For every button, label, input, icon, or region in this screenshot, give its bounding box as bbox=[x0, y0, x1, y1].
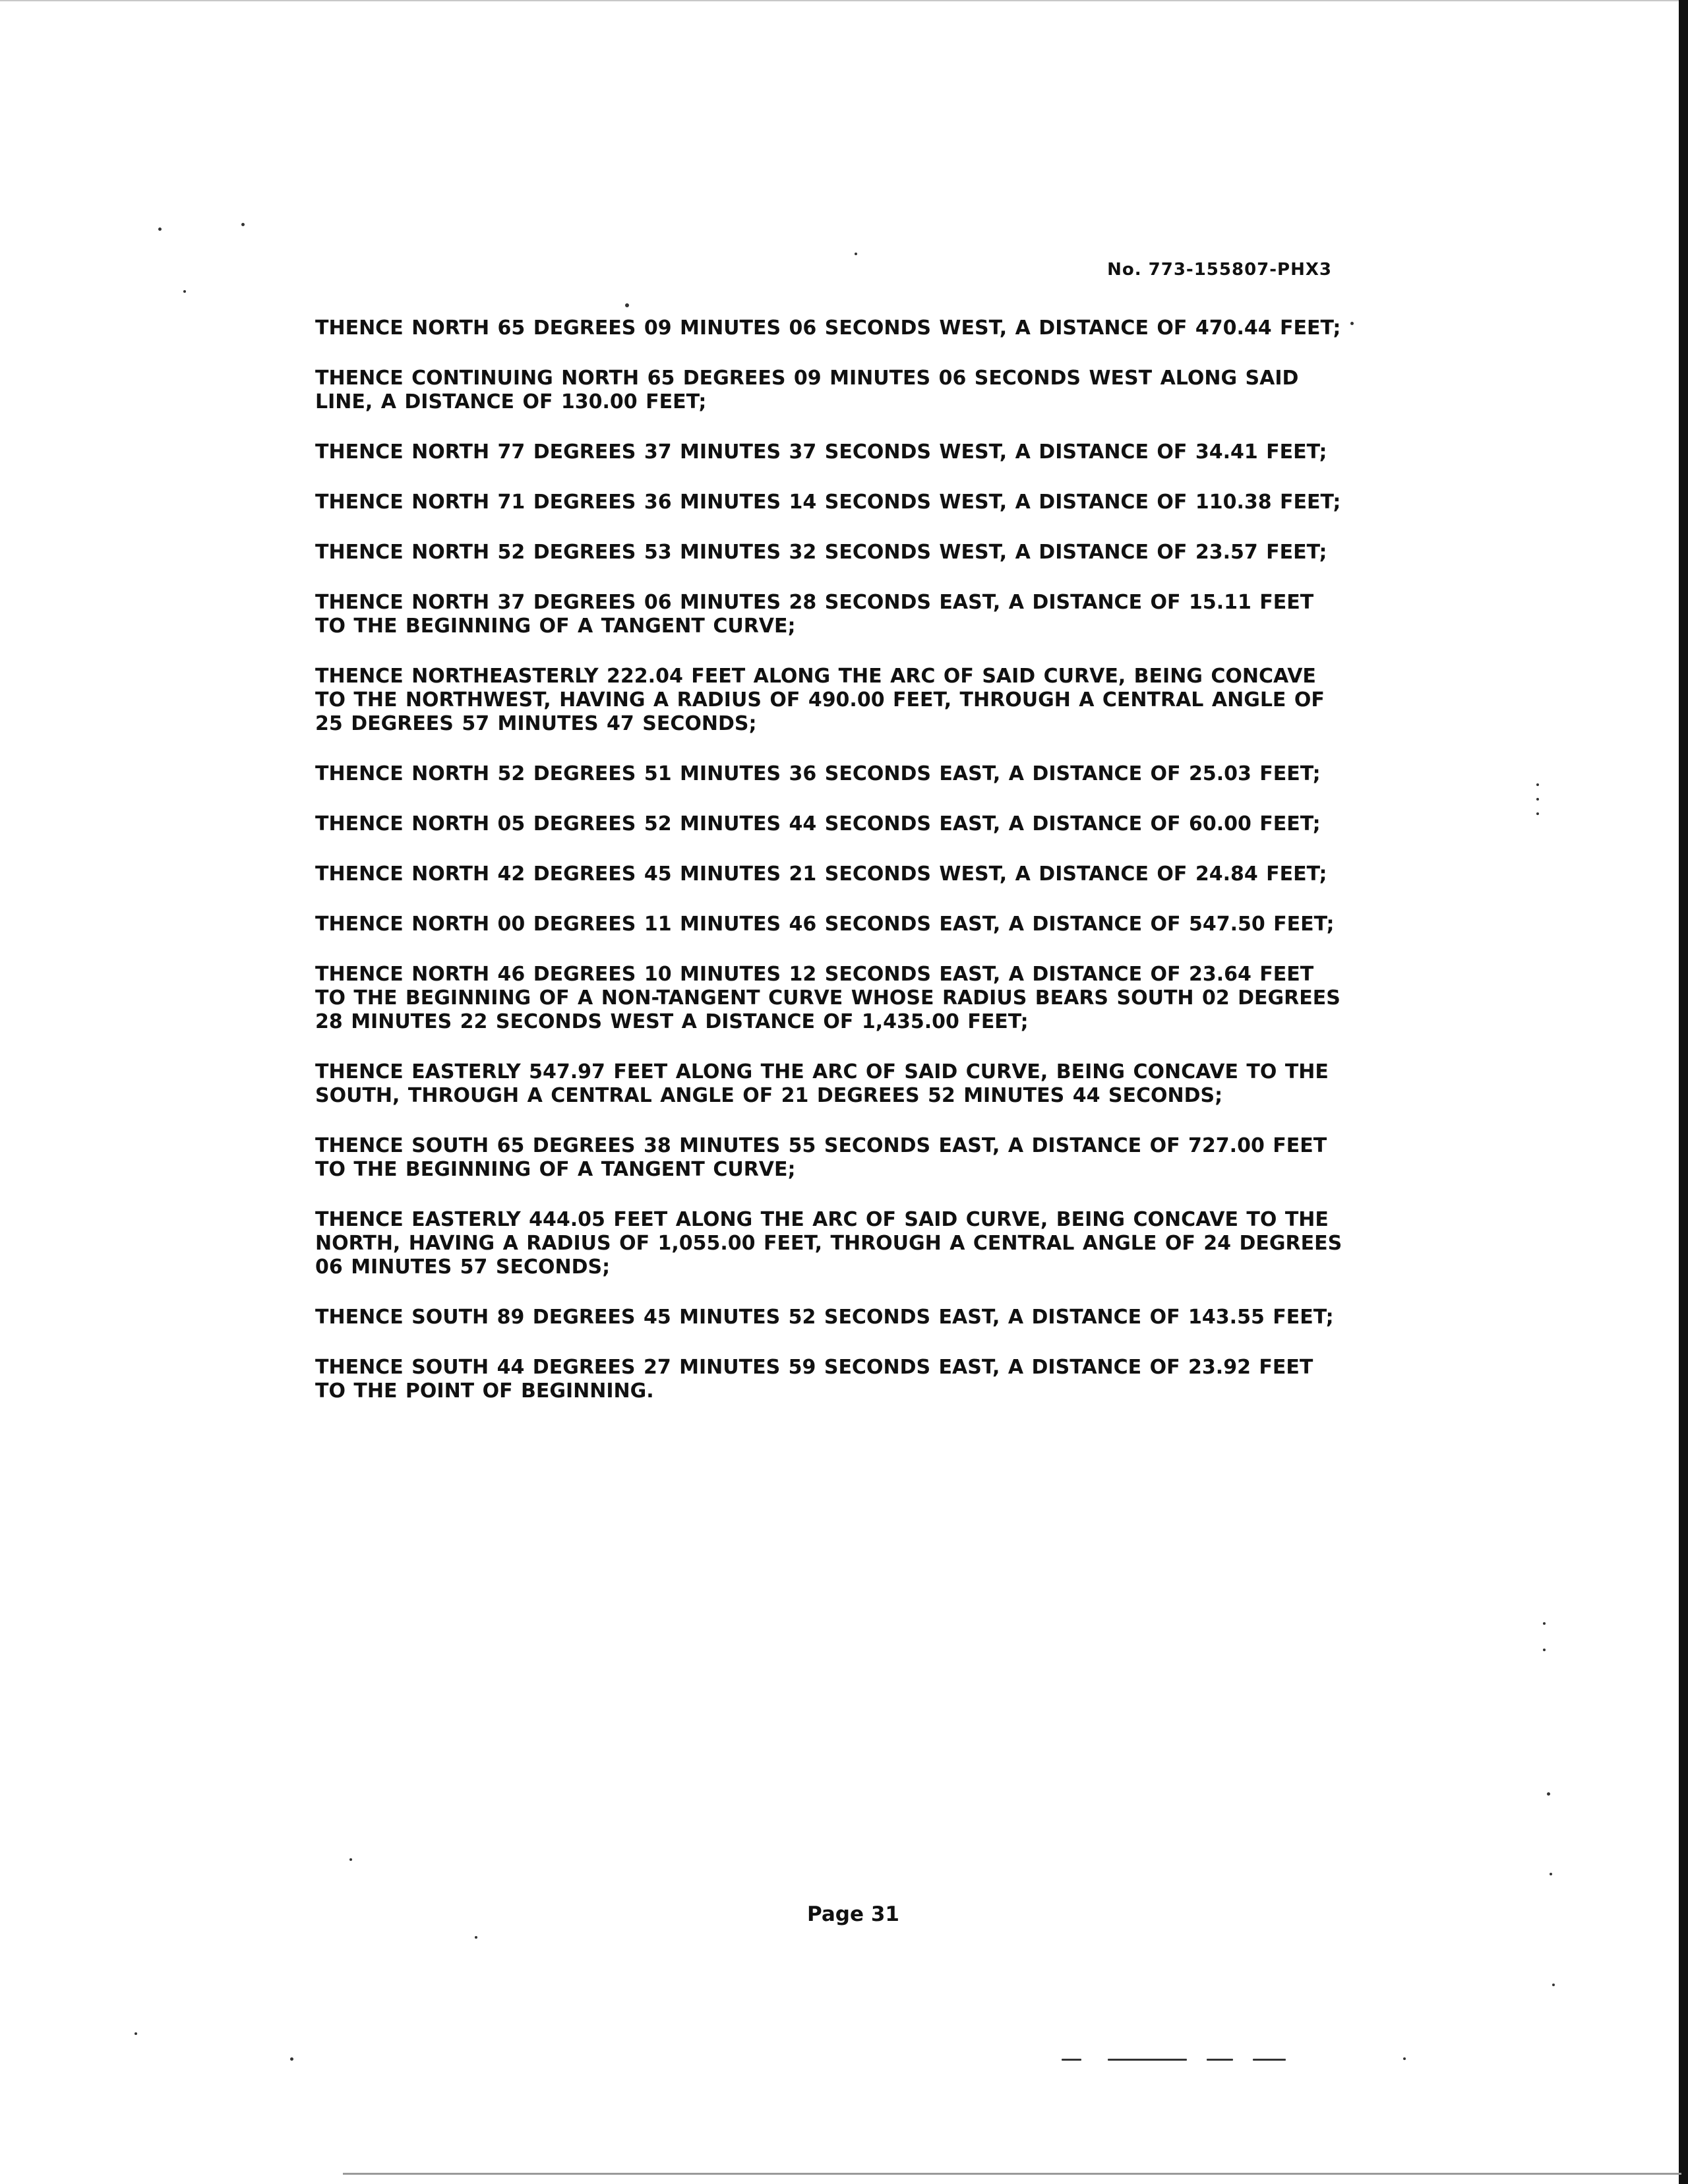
course-paragraph-8: THENCE NORTH 52 DEGREES 51 MINUTES 36 SECONDS EAST, A DISTANCE OF 25.03 FEET; bbox=[315, 762, 1321, 785]
scan-speck bbox=[1350, 322, 1354, 325]
scan-speck bbox=[1536, 812, 1539, 815]
course-paragraph-7: THENCE NORTHEASTERLY 222.04 FEET ALONG THE ARC OF SAID CURVE, BEING CONCAVE TO THE NORTHWEST, HAVING A RADIUS OF 490.00 FEET, THROUGH A CENTRAL ANGLE OF 25 DEGREES 57 MINUTES 47 SECONDS; bbox=[315, 665, 1325, 735]
scan-speck bbox=[1552, 1984, 1555, 1986]
scan-edge-bottom bbox=[343, 2173, 1681, 2175]
course-paragraph-10: THENCE NORTH 42 DEGREES 45 MINUTES 21 SECONDS WEST, A DISTANCE OF 24.84 FEET; bbox=[315, 863, 1327, 886]
legal-description-body bbox=[315, 317, 1344, 1430]
course-paragraph-13: THENCE EASTERLY 547.97 FEET ALONG THE ARC OF SAID CURVE, BEING CONCAVE TO THE SOUTH, THROUGH A CENTRAL ANGLE OF 21 DEGREES 52 MINUTES 44 SECONDS; bbox=[315, 1060, 1329, 1107]
scan-speck bbox=[1108, 2059, 1187, 2061]
course-paragraph-3: THENCE NORTH 77 DEGREES 37 MINUTES 37 SECONDS WEST, A DISTANCE OF 34.41 FEET; bbox=[315, 440, 1327, 464]
scan-speck bbox=[158, 228, 162, 231]
scan-speck bbox=[1543, 1649, 1546, 1651]
scan-speck bbox=[290, 2057, 293, 2061]
scan-speck bbox=[183, 290, 186, 293]
course-paragraph-15: THENCE EASTERLY 444.05 FEET ALONG THE ARC OF SAID CURVE, BEING CONCAVE TO THE NORTH, HAVING A RADIUS OF 1,055.00 FEET, THROUGH A CENTRAL ANGLE OF 24 DEGREES 06 MINUTES 57 SECONDS; bbox=[315, 1208, 1342, 1279]
scan-edge-right bbox=[1679, 0, 1688, 2184]
scan-speck bbox=[1403, 2057, 1406, 2060]
page-number: Page 31 bbox=[807, 1902, 899, 1926]
scan-speck bbox=[241, 223, 245, 226]
course-paragraph-1: THENCE NORTH 65 DEGREES 09 MINUTES 06 SECONDS WEST, A DISTANCE OF 470.44 FEET; bbox=[315, 317, 1341, 340]
scan-speck bbox=[349, 1858, 352, 1861]
course-paragraph-12: THENCE NORTH 46 DEGREES 10 MINUTES 12 SECONDS EAST, A DISTANCE OF 23.64 FEET TO THE BEGINNING OF A NON-TANGENT CURVE WHOSE RADIUS BEARS SOUTH 02 DEGREES 28 MINUTES 22 SECONDS WEST A DISTANCE OF 1,435.00 FEET; bbox=[315, 963, 1341, 1033]
course-paragraph-11: THENCE NORTH 00 DEGREES 11 MINUTES 46 SECONDS EAST, A DISTANCE OF 547.50 FEET; bbox=[315, 913, 1335, 936]
course-paragraph-14: THENCE SOUTH 65 DEGREES 38 MINUTES 55 SECONDS EAST, A DISTANCE OF 727.00 FEET TO THE BEGINNING OF A TANGENT CURVE; bbox=[315, 1134, 1327, 1181]
course-paragraph-2: THENCE CONTINUING NORTH 65 DEGREES 09 MINUTES 06 SECONDS WEST ALONG SAID LINE, A DISTANCE OF 130.00 FEET; bbox=[315, 367, 1299, 413]
scan-speck bbox=[1536, 783, 1539, 786]
course-paragraph-17: THENCE SOUTH 44 DEGREES 27 MINUTES 59 SECONDS EAST, A DISTANCE OF 23.92 FEET TO THE POINT OF BEGINNING. bbox=[315, 1356, 1313, 1403]
scan-speck bbox=[1536, 798, 1539, 801]
course-paragraph-5: THENCE NORTH 52 DEGREES 53 MINUTES 32 SECONDS WEST, A DISTANCE OF 23.57 FEET; bbox=[315, 541, 1327, 564]
course-paragraph-16: THENCE SOUTH 89 DEGREES 45 MINUTES 52 SECONDS EAST, A DISTANCE OF 143.55 FEET; bbox=[315, 1306, 1334, 1329]
document-number: No. 773-155807-PHX3 bbox=[1107, 260, 1332, 280]
course-paragraph-9: THENCE NORTH 05 DEGREES 52 MINUTES 44 SECONDS EAST, A DISTANCE OF 60.00 FEET; bbox=[315, 812, 1321, 835]
course-paragraph-4: THENCE NORTH 71 DEGREES 36 MINUTES 14 SECONDS WEST, A DISTANCE OF 110.38 FEET; bbox=[315, 491, 1341, 514]
scan-speck bbox=[475, 1936, 477, 1939]
scan-speck bbox=[625, 303, 629, 307]
scan-speck bbox=[1543, 1622, 1546, 1625]
scan-speck bbox=[1207, 2059, 1233, 2061]
scan-speck bbox=[855, 253, 857, 255]
scan-speck bbox=[1253, 2059, 1286, 2061]
scan-edge-top bbox=[0, 0, 1688, 1]
course-paragraph-6: THENCE NORTH 37 DEGREES 06 MINUTES 28 SECONDS EAST, A DISTANCE OF 15.11 FEET TO THE BEGINNING OF A TANGENT CURVE; bbox=[315, 591, 1314, 638]
scan-speck bbox=[1547, 1792, 1550, 1796]
scan-speck bbox=[135, 2032, 137, 2035]
scan-speck bbox=[1550, 1873, 1552, 1875]
scan-speck bbox=[1062, 2059, 1081, 2061]
